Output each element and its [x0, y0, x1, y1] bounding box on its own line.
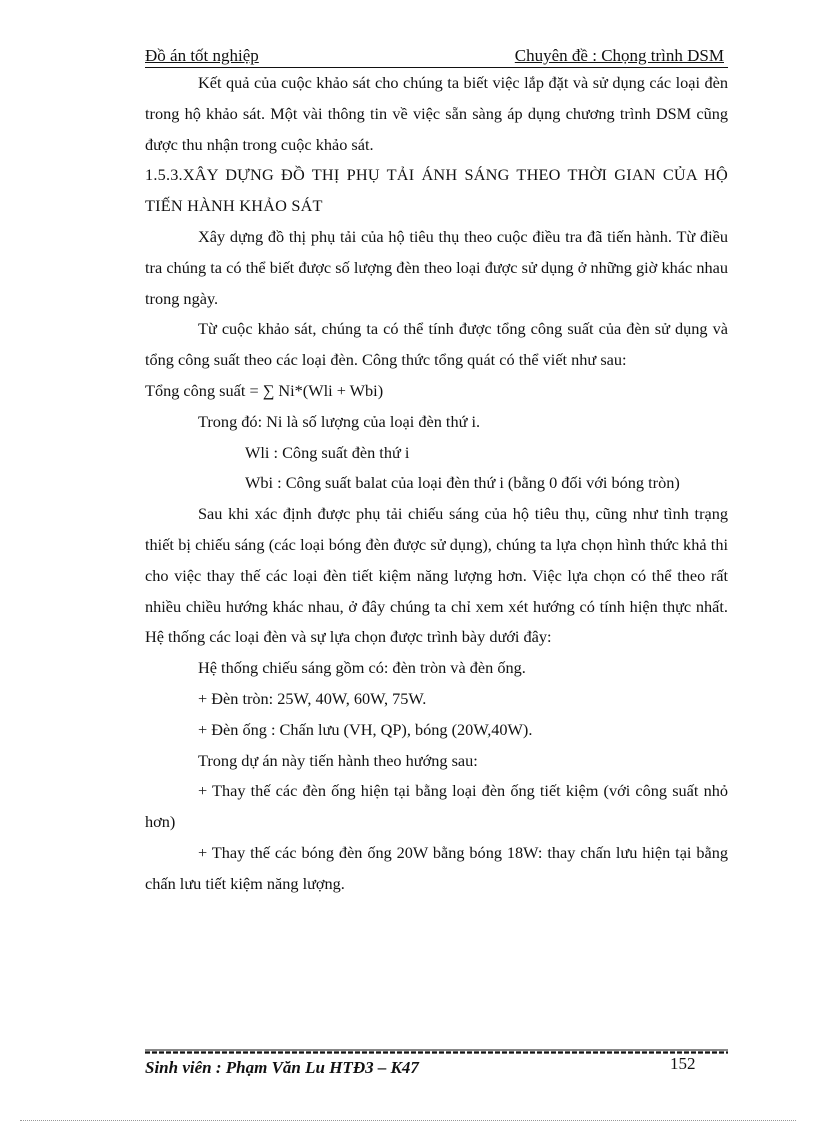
- paragraph-survey-result: Kết quả của cuộc khảo sát cho chúng ta biết việc lắp đặt và sử dụng các loại đèn trong hộ khảo sát. Một vài thông tin về việc sẵn sàng áp dụng chương trình DSM cũng được thu nhận trong cuộc khảo sát.: [145, 73, 728, 154]
- paragraph-load-graph: Xây dựng đồ thị phụ tải của hộ tiêu thụ theo cuộc điều tra đã tiến hành. Từ điều tra chúng ta có thể biết được số lượng đèn theo loại được sử dụng ở những giờ khác nhau trong ngày.: [145, 226, 728, 308]
- list-item-replace-20w: + Thay thế các bóng đèn ống 20W bằng bóng 18W: thay chấn lưu hiện tại bằng chấn lưu tiết kiệm năng lượng.: [145, 842, 728, 893]
- formula-wbi: [145, 468, 728, 499]
- formula-wbi-text: Wbi : Công suất balat của loại đèn thứ i (bằng 0 đối với bóng tròn): [245, 473, 680, 493]
- paragraph-total-power: Từ cuộc khảo sát, chúng ta có thể tính được tổng công suất của đèn sử dụng và tổng công suất theo các loại đèn. Công thức tổng quát có thể viết như sau:: [145, 319, 728, 370]
- header-title-left: Đồ án tốt nghiệp: [145, 46, 259, 65]
- formula-line: Tổng công suất = ∑ Ni*(Wli + Wbi): [145, 380, 384, 400]
- footer-decorative-rule: [145, 1049, 728, 1054]
- section-heading: 1.5.3.XÂY DỰNG ĐỒ THỊ PHỤ TẢI ÁNH SÁNG THEO THỜI GIAN CỦA HỘ TIẾN HÀNH KHẢO SÁT: [145, 165, 728, 216]
- list-item-replace-tubes: + Thay thế các đèn ống hiện tại bằng loại đèn ống tiết kiệm (với công suất nhỏ hơn): [145, 781, 728, 832]
- lighting-system-line: Hệ thống chiếu sáng gồm có: đèn tròn và đèn ống.: [198, 658, 526, 678]
- formula-wli: Wli : Công suất đèn thứ i: [245, 442, 410, 462]
- header-title-right: Chuyên đề : Chọng trình DSM: [514, 46, 724, 65]
- page-header: [145, 44, 728, 68]
- footer-student-name: Sinh viên : Phạm Văn Lu HTĐ3 – K47: [145, 1058, 419, 1077]
- page-number: 152: [670, 1054, 696, 1073]
- formula-where: Trong đó: Ni là số lượng của loại đèn thứ i.: [198, 411, 481, 431]
- document-body: [145, 68, 728, 900]
- page-edge-divider: [20, 1120, 796, 1121]
- list-item-tube-lamps: + Đèn ống : Chấn lưu (VH, QP), bóng (20W,40W).: [198, 719, 533, 739]
- list-item-round-lamps: + Đèn tròn: 25W, 40W, 60W, 75W.: [198, 688, 427, 708]
- paragraph-selection: Sau khi xác định được phụ tải chiếu sáng của hộ tiêu thụ, cũng như tình trạng thiết bị chiếu sáng (các loại bóng đèn được sử dụng), chúng ta lựa chọn hình thức khả thi cho việc thay thế các loại đèn tiết kiệm năng lượng hơn. Việc lựa chọn có thể theo rất nhiều chiều hướng khác nhau, ở đây chúng ta chỉ xem xét hướng có tính hiện thực nhất. Hệ thống các loại đèn và sự lựa chọn được trình bày dưới đây:: [145, 504, 728, 647]
- project-direction-line: Trong dự án này tiến hành theo hướng sau:: [198, 750, 478, 770]
